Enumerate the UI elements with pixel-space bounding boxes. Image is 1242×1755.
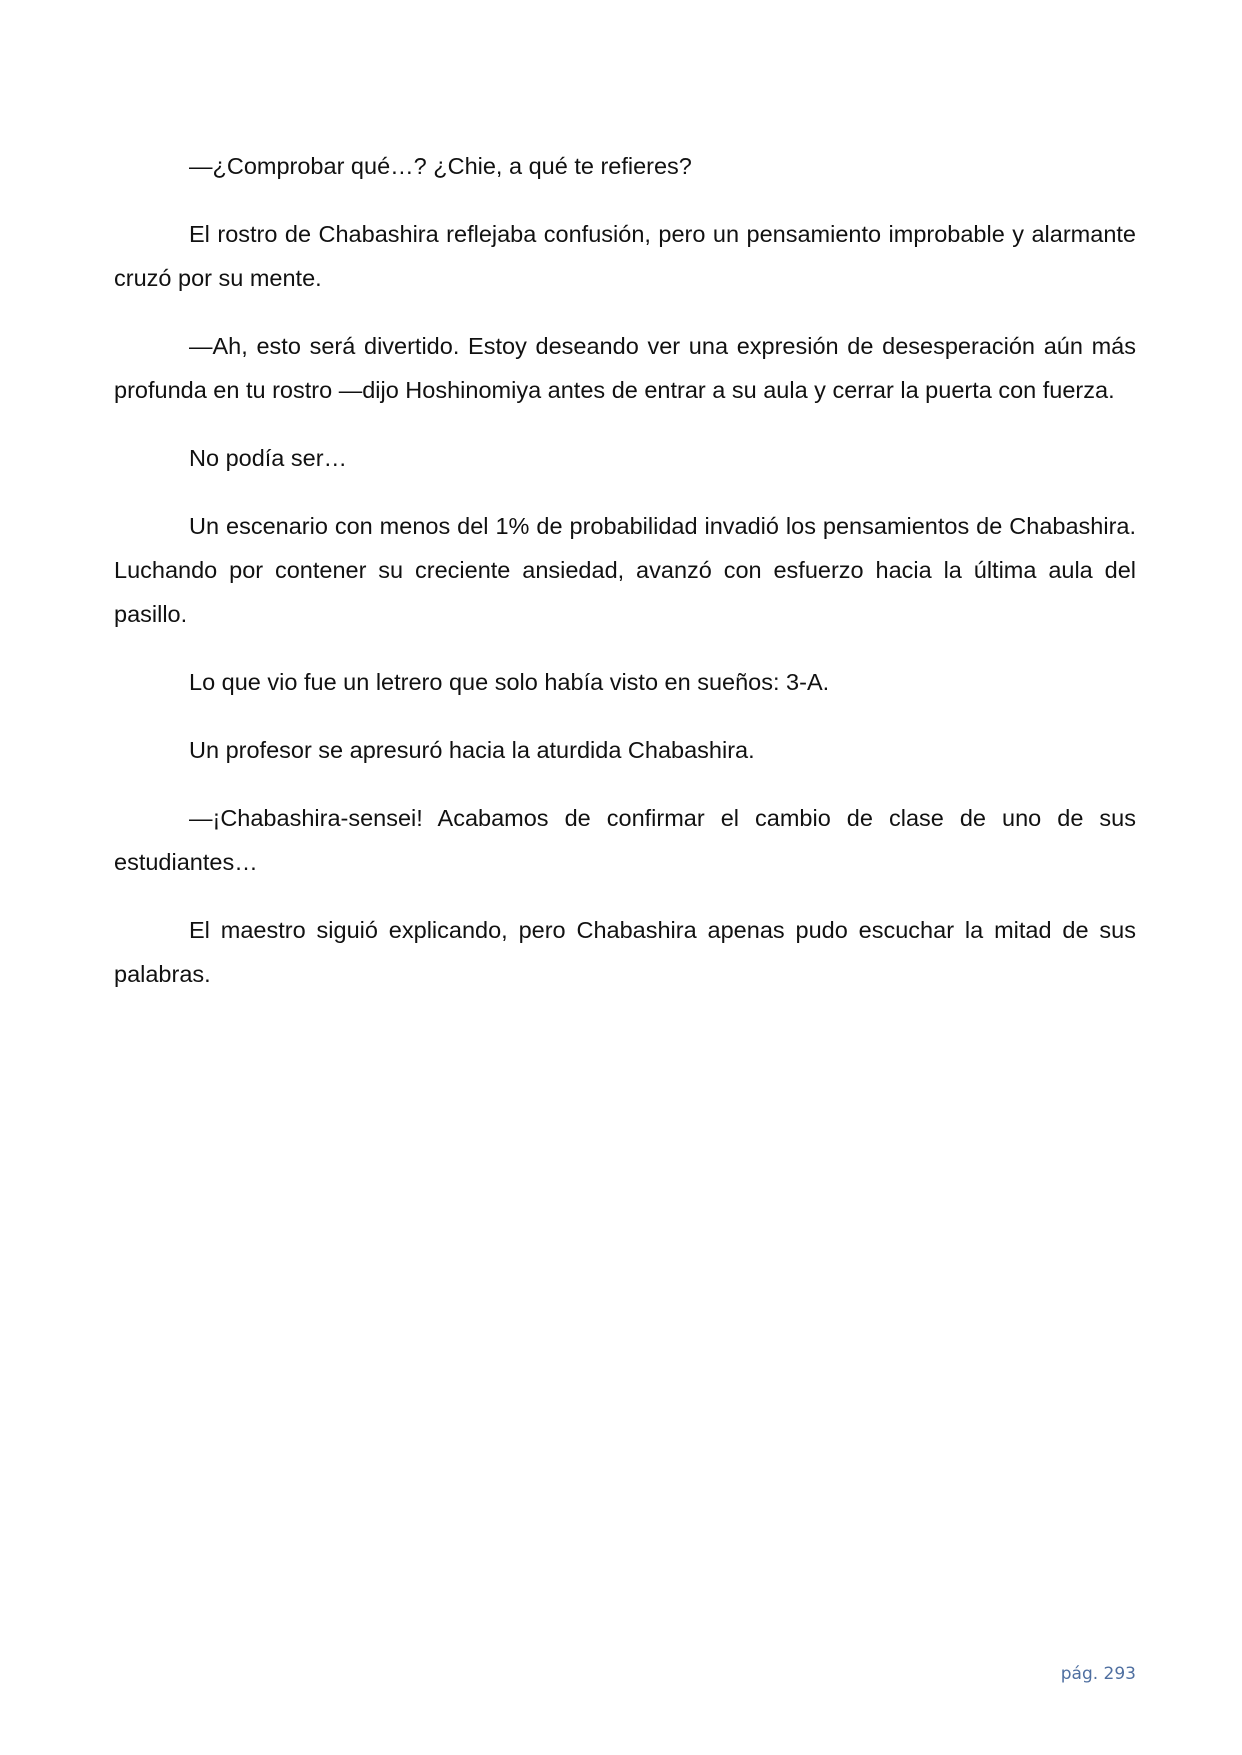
paragraph: —Ah, esto será divertido. Estoy deseando ver una expresión de desesperación aún más profunda en tu rostro —dijo Hoshinomiya antes de entrar a su aula y cerrar la puerta con fuerza. [114,333,1136,403]
paragraph: Un profesor se apresuró hacia la aturdida Chabashira. [189,737,755,763]
page-number: pág. 293 [1060,1664,1136,1684]
paragraph: —¿Comprobar qué…? ¿Chie, a qué te refieres? [189,153,692,179]
paragraph: Un escenario con menos del 1% de probabilidad invadió los pensamientos de Chabashira. Luchando por contener su creciente ansiedad, avanzó con esfuerzo hacia la última aula del pasillo. [114,513,1136,627]
paragraph: El rostro de Chabashira reflejaba confusión, pero un pensamiento improbable y alarmante cruzó por su mente. [114,221,1136,291]
paragraph: No podía ser… [189,445,348,471]
paragraph: El maestro siguió explicando, pero Chabashira apenas pudo escuchar la mitad de sus palabras. [114,917,1136,987]
paragraph: Lo que vio fue un letrero que solo había visto en sueños: 3-A. [189,669,830,695]
body-text [114,144,1136,1020]
paragraph: —¡Chabashira-sensei! Acabamos de confirmar el cambio de clase de uno de sus estudiantes… [114,805,1136,875]
